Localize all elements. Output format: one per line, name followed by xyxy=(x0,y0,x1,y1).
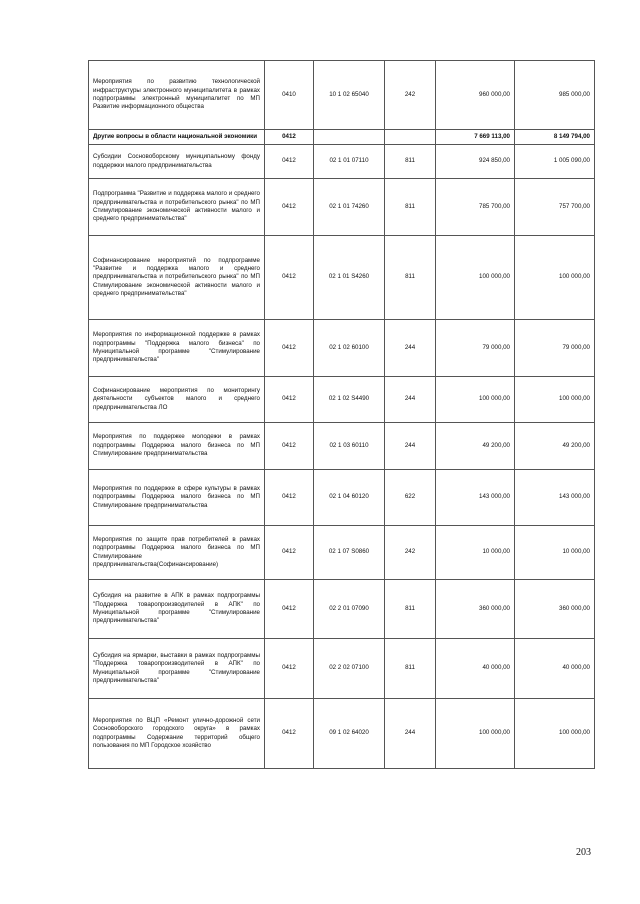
amount-year2-cell: 49 200,00 xyxy=(515,423,595,470)
amount-year2-cell: 100 000,00 xyxy=(515,699,595,769)
article-code-cell: 02 1 01 S4260 xyxy=(314,236,385,320)
expense-type-cell: 811 xyxy=(385,145,436,179)
amount-year1-cell: 360 000,00 xyxy=(436,580,515,639)
expense-name-cell: Субсидия на ярмарки, выставки в рамках подпрограммы "Поддержка товаропроизводителей в АПК" по Муниципальной программе "Стимулирование предпринимательства" xyxy=(89,639,265,699)
section-code-cell: 0412 xyxy=(265,470,314,526)
article-code-cell: 02 1 01 07110 xyxy=(314,145,385,179)
table-row xyxy=(89,470,595,526)
amount-year2-cell: 100 000,00 xyxy=(515,236,595,320)
section-code-cell: 0412 xyxy=(265,580,314,639)
section-code-cell: 0412 xyxy=(265,377,314,423)
table-row xyxy=(89,377,595,423)
article-code-cell: 02 1 04 60120 xyxy=(314,470,385,526)
article-code-cell: 10 1 02 65040 xyxy=(314,61,385,130)
amount-year1-cell: 960 000,00 xyxy=(436,61,515,130)
expense-name-cell: Субсидии Сосновоборскому муниципальному фонду поддержки малого предпринимательства xyxy=(89,145,265,179)
expense-name-cell: Мероприятия по информационной поддержке в рамках подпрограммы "Поддержка малого бизнеса" по Муниципальной программе "Стимулирование предпринимательства" xyxy=(89,320,265,377)
table-row xyxy=(89,423,595,470)
expense-name-cell: Мероприятия по поддержке в сфере культуры в рамках подпрограммы Поддержка малого бизнеса по МП Стимулирование предпринимательства xyxy=(89,470,265,526)
section-code-cell: 0412 xyxy=(265,699,314,769)
expense-type-cell: 811 xyxy=(385,639,436,699)
expense-name-cell: Мероприятия по поддержке молодежи в рамках подпрограммы Поддержка малого бизнеса по МП Стимулирование предпринимательства xyxy=(89,423,265,470)
section-code-cell: 0412 xyxy=(265,145,314,179)
amount-year2-cell: 143 000,00 xyxy=(515,470,595,526)
amount-year1-cell: 7 669 113,00 xyxy=(436,130,515,145)
expense-name-cell: Мероприятия по развитию технологической инфраструктуры электронного муниципалитета в рамках подпрограммы электронный муниципалитет по МП Развитие информационного общества xyxy=(89,61,265,130)
section-code-cell: 0412 xyxy=(265,236,314,320)
expense-type-cell: 244 xyxy=(385,320,436,377)
table-row xyxy=(89,580,595,639)
amount-year2-cell: 10 000,00 xyxy=(515,526,595,580)
section-code-cell: 0412 xyxy=(265,179,314,236)
amount-year2-cell: 985 000,00 xyxy=(515,61,595,130)
amount-year2-cell: 100 000,00 xyxy=(515,377,595,423)
amount-year1-cell: 49 200,00 xyxy=(436,423,515,470)
section-code-cell: 0412 xyxy=(265,526,314,580)
expense-type-cell: 811 xyxy=(385,580,436,639)
expense-type-cell: 244 xyxy=(385,699,436,769)
table-row xyxy=(89,130,595,145)
amount-year1-cell: 100 000,00 xyxy=(436,377,515,423)
amount-year1-cell: 785 700,00 xyxy=(436,179,515,236)
amount-year2-cell: 1 005 090,00 xyxy=(515,145,595,179)
expense-type-cell: 242 xyxy=(385,61,436,130)
budget-table-body xyxy=(89,61,595,769)
table-row xyxy=(89,526,595,580)
amount-year2-cell: 79 000,00 xyxy=(515,320,595,377)
expense-name-cell: Мероприятия по ВЦП «Ремонт улично-дорожной сети Сосновоборского городского округа» в рамках подпрограммы Содержание территорий общего пользования по МП Городское хозяйство xyxy=(89,699,265,769)
expense-type-cell: 811 xyxy=(385,179,436,236)
expense-type-cell: 244 xyxy=(385,423,436,470)
amount-year1-cell: 924 850,00 xyxy=(436,145,515,179)
table-row xyxy=(89,320,595,377)
amount-year2-cell: 40 000,00 xyxy=(515,639,595,699)
expense-name-cell: Субсидия на развитие в АПК в рамках подпрограммы "Поддержка товаропроизводителей в АПК" по Муниципальной программе "Стимулирование предпринимательства" xyxy=(89,580,265,639)
section-code-cell: 0412 xyxy=(265,423,314,470)
article-code-cell: 02 1 02 S4490 xyxy=(314,377,385,423)
amount-year2-cell: 8 149 794,00 xyxy=(515,130,595,145)
budget-table xyxy=(88,60,595,769)
article-code-cell: 02 2 02 07100 xyxy=(314,639,385,699)
expense-type-cell: 811 xyxy=(385,236,436,320)
table-row xyxy=(89,61,595,130)
article-code-cell: 02 1 02 60100 xyxy=(314,320,385,377)
expense-name-cell: Другие вопросы в области национальной экономики xyxy=(89,130,265,145)
amount-year1-cell: 40 000,00 xyxy=(436,639,515,699)
expense-type-cell xyxy=(385,130,436,145)
section-code-cell: 0412 xyxy=(265,130,314,145)
amount-year1-cell: 10 000,00 xyxy=(436,526,515,580)
section-code-cell: 0412 xyxy=(265,320,314,377)
section-code-cell: 0412 xyxy=(265,639,314,699)
table-row xyxy=(89,145,595,179)
expense-name-cell: Мероприятия по защите прав потребителей в рамках подпрограммы Поддержка малого бизнеса по МП Стимулирование предпринимательства(Софинансирование) xyxy=(89,526,265,580)
section-code-cell: 0410 xyxy=(265,61,314,130)
article-code-cell: 02 1 01 74260 xyxy=(314,179,385,236)
amount-year2-cell: 757 700,00 xyxy=(515,179,595,236)
expense-name-cell: Подпрограмма "Развитие и поддержка малого и среднего предпринимательства и потребительского рынка" по МП Стимулирование экономической активности малого и среднего предпринимательства" xyxy=(89,179,265,236)
table-row xyxy=(89,639,595,699)
expense-type-cell: 622 xyxy=(385,470,436,526)
article-code-cell: 02 1 03 60110 xyxy=(314,423,385,470)
amount-year1-cell: 143 000,00 xyxy=(436,470,515,526)
article-code-cell: 09 1 02 64020 xyxy=(314,699,385,769)
table-row xyxy=(89,179,595,236)
table-row xyxy=(89,699,595,769)
table-row xyxy=(89,236,595,320)
expense-type-cell: 242 xyxy=(385,526,436,580)
expense-type-cell: 244 xyxy=(385,377,436,423)
amount-year2-cell: 360 000,00 xyxy=(515,580,595,639)
amount-year1-cell: 79 000,00 xyxy=(436,320,515,377)
article-code-cell: 02 2 01 07090 xyxy=(314,580,385,639)
amount-year1-cell: 100 000,00 xyxy=(436,699,515,769)
expense-name-cell: Софинансирование мероприятия по мониторингу деятельности субъектов малого и среднего предпринимательства ЛО xyxy=(89,377,265,423)
expense-name-cell: Софинансирование мероприятий по подпрограмме "Развитие и поддержка малого и среднего предпринимательства и потребительского рынка" по МП Стимулирование экономической активности малого и среднего предпринимательства" xyxy=(89,236,265,320)
page-number: 203 xyxy=(576,847,591,858)
article-code-cell xyxy=(314,130,385,145)
amount-year1-cell: 100 000,00 xyxy=(436,236,515,320)
article-code-cell: 02 1 07 S0860 xyxy=(314,526,385,580)
